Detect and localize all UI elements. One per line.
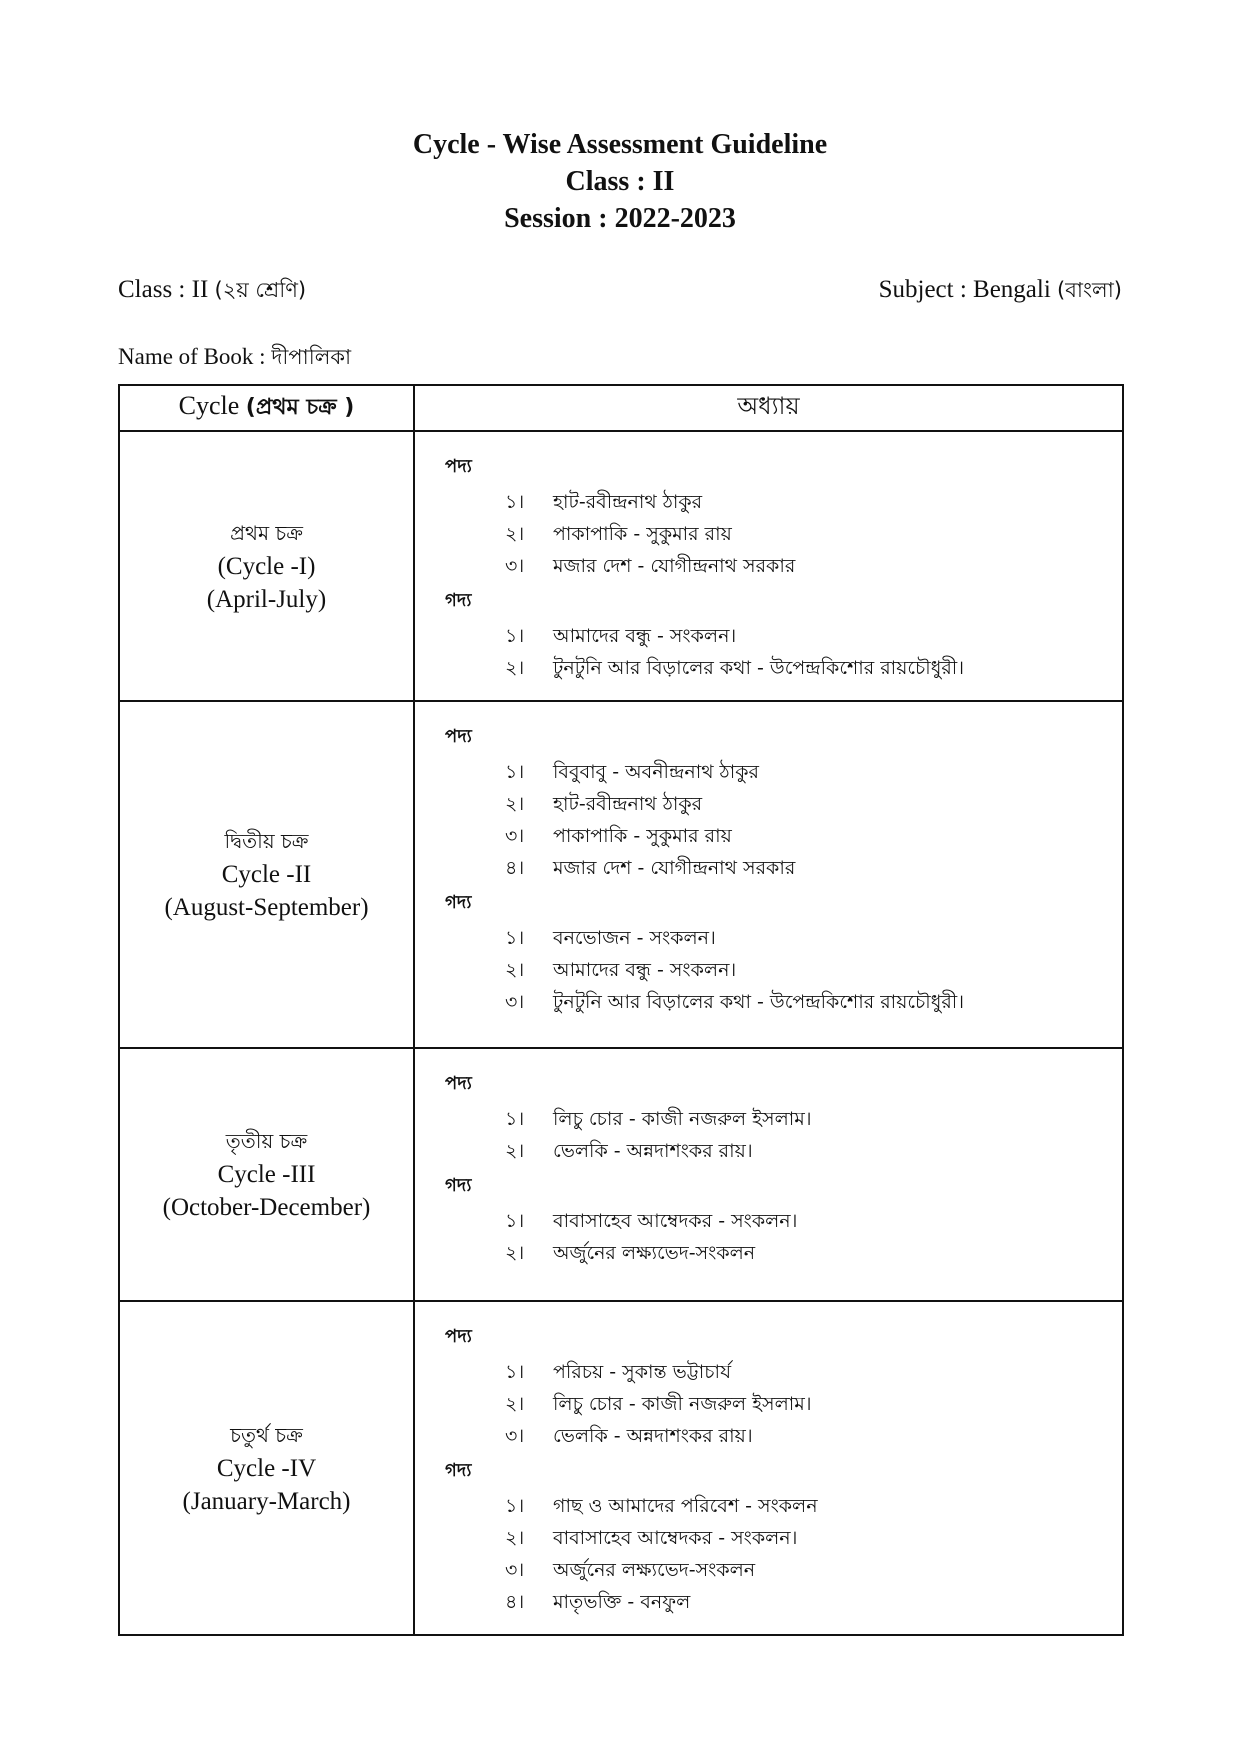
- poetry-label: পদ্য: [445, 456, 472, 477]
- item-text: মজার দেশ - যোগীন্দ্রনাথ সরকার: [553, 857, 796, 879]
- list-item: [505, 1554, 1122, 1586]
- list-item: [505, 954, 1122, 986]
- item-number: ১।: [505, 491, 525, 513]
- cycle-name-bn: চতুর্থ চক্র: [230, 1422, 303, 1447]
- subject-info: [879, 274, 1122, 309]
- item-number: ২।: [505, 1242, 525, 1264]
- class-heading: Class : II: [565, 166, 675, 197]
- list-item: [505, 852, 1122, 884]
- item-text: পাকাপাকি - সুকুমার রায়: [553, 523, 732, 545]
- list-item: [505, 922, 1122, 954]
- item-text: মাতৃভক্তি - বনফুল: [553, 1591, 691, 1613]
- table-header-row: [119, 385, 1123, 431]
- cycle-name-en: Cycle -II: [221, 861, 312, 888]
- list-item: [505, 1522, 1122, 1554]
- item-number: ১।: [505, 625, 525, 647]
- item-text: হাট-রবীন্দ্রনাথ ঠাকুর: [553, 491, 703, 513]
- item-text: পরিচয় - সুকান্ত ভট্টাচার্য: [553, 1361, 732, 1383]
- prose-list: [445, 922, 1122, 1018]
- item-number: ৪।: [505, 857, 525, 879]
- list-item: [505, 550, 1122, 582]
- prose-list: [445, 1490, 1122, 1618]
- list-item: [505, 788, 1122, 820]
- cycle-name-en: Cycle -IV: [216, 1454, 317, 1482]
- subject-bn: (বাংলা): [1057, 278, 1122, 302]
- item-number: ২।: [505, 657, 525, 679]
- cycle-column-header: Cycle (প্রথম চক্র ): [119, 385, 414, 431]
- syllabus-table: [118, 384, 1124, 1636]
- item-number: ১।: [505, 1210, 525, 1232]
- list-item: [505, 1237, 1122, 1269]
- poetry-list: [445, 486, 1122, 582]
- cycle-name-en: (Cycle -I): [217, 552, 316, 580]
- prose-label: গদ্য: [445, 1460, 472, 1481]
- prose-label: গদ্য: [445, 590, 472, 611]
- chapter-cell: [414, 701, 1123, 1048]
- item-text: আমাদের বন্ধু - সংকলন।: [553, 959, 737, 981]
- list-item: [505, 756, 1122, 788]
- item-number: ৩।: [505, 1559, 525, 1581]
- prose-list: [445, 1205, 1122, 1269]
- list-item: [505, 820, 1122, 852]
- cycle-name-en: Cycle -III: [217, 1161, 316, 1188]
- list-item: [505, 1388, 1122, 1420]
- cycle-cell: [119, 1048, 414, 1301]
- item-text: টুনটুনি আর বিড়ালের কথা - উপেন্দ্রকিশোর রায়চৌধুরী।: [553, 991, 965, 1013]
- item-text: আমাদের বন্ধু - সংকলন।: [553, 625, 737, 647]
- item-number: ২।: [505, 1527, 525, 1549]
- cycle-name-bn: দ্বিতীয় চক্র: [224, 829, 309, 853]
- list-item: [505, 652, 1122, 684]
- poetry-list: [445, 1103, 1122, 1167]
- document-header: [0, 126, 1240, 237]
- chapter-column-header: অধ্যায়: [414, 385, 1123, 431]
- item-text: অর্জুনের লক্ষ্যভেদ-সংকলন: [553, 1559, 756, 1581]
- item-text: মজার দেশ - যোগীন্দ্রনাথ সরকার: [553, 555, 796, 577]
- poetry-label: পদ্য: [445, 1326, 472, 1347]
- item-text: গাছ ও আমাদের পরিবেশ - সংকলন: [553, 1495, 818, 1517]
- item-number: ৩।: [505, 991, 525, 1013]
- item-text: অর্জুনের লক্ষ্যভেদ-সংকলন: [553, 1242, 756, 1264]
- list-item: [505, 1490, 1122, 1522]
- chapter-cell: [414, 1048, 1123, 1301]
- list-item: [505, 1103, 1122, 1135]
- list-item: [505, 1135, 1122, 1167]
- table-row: [119, 1301, 1123, 1635]
- cycle-name-bn: প্রথম চক্র: [230, 520, 303, 545]
- cycle-period: (August-September): [164, 894, 369, 921]
- table-row: [119, 701, 1123, 1048]
- list-item: [505, 486, 1122, 518]
- item-number: ১।: [505, 1108, 525, 1130]
- item-number: ২।: [505, 523, 525, 545]
- book-label: Name of Book :: [118, 344, 266, 369]
- item-number: ২।: [505, 1140, 525, 1162]
- poetry-label: পদ্য: [445, 1073, 472, 1094]
- prose-label: গদ্য: [445, 892, 472, 913]
- chapter-cell: [414, 431, 1123, 701]
- item-text: বিবুবাবু - অবনীন্দ্রনাথ ঠাকুর: [553, 761, 759, 783]
- item-text: বাবাসাহেব আম্বেদকর - সংকলন।: [553, 1210, 798, 1232]
- item-text: ভেলকি - অন্নদাশংকর রায়।: [553, 1140, 753, 1162]
- item-number: ৩।: [505, 1425, 525, 1447]
- item-text: ভেলকি - অন্নদাশংকর রায়।: [553, 1425, 753, 1447]
- table-row: [119, 1048, 1123, 1301]
- item-text: বাবাসাহেব আম্বেদকর - সংকলন।: [553, 1527, 798, 1549]
- item-text: লিচু চোর - কাজী নজরুল ইসলাম।: [553, 1108, 812, 1130]
- poetry-label: পদ্য: [445, 726, 472, 747]
- cycle-period: (October-December): [162, 1194, 371, 1221]
- cycle-period: (April-July): [206, 585, 327, 613]
- subject-label: Subject : Bengali: [878, 276, 1051, 303]
- item-number: ৪।: [505, 1591, 525, 1613]
- item-number: ১।: [505, 761, 525, 783]
- chapter-cell: [414, 1301, 1123, 1635]
- class-info: [118, 274, 306, 309]
- list-item: [505, 620, 1122, 652]
- book-name: দীপালিকা: [271, 345, 352, 369]
- table-row: [119, 431, 1123, 701]
- list-item: [505, 1586, 1122, 1618]
- cycle-cell: [119, 431, 414, 701]
- list-item: [505, 1205, 1122, 1237]
- item-number: ৩।: [505, 555, 525, 577]
- item-number: ৩।: [505, 825, 525, 847]
- document-title: Cycle - Wise Assessment Guideline: [412, 129, 828, 160]
- list-item: [505, 518, 1122, 550]
- item-text: লিচু চোর - কাজী নজরুল ইসলাম।: [553, 1393, 812, 1415]
- item-text: হাট-রবীন্দ্রনাথ ঠাকুর: [553, 793, 703, 815]
- item-number: ২।: [505, 793, 525, 815]
- cycle-cell: [119, 701, 414, 1048]
- item-number: ১।: [505, 927, 525, 949]
- cycle-name-bn: তৃতীয় চক্র: [225, 1129, 308, 1153]
- book-info: [118, 341, 351, 376]
- session-heading: Session : 2022-2023: [504, 203, 736, 234]
- prose-label: গদ্য: [445, 1175, 472, 1196]
- list-item: [505, 986, 1122, 1018]
- item-number: ২।: [505, 959, 525, 981]
- item-text: টুনটুনি আর বিড়ালের কথা - উপেন্দ্রকিশোর রায়চৌধুরী।: [553, 657, 965, 679]
- poetry-list: [445, 1356, 1122, 1452]
- class-label: Class : II: [118, 276, 209, 303]
- list-item: [505, 1356, 1122, 1388]
- item-text: বনভোজন - সংকলন।: [553, 927, 716, 949]
- cycle-period: (January-March): [182, 1487, 351, 1515]
- cycle-cell: [119, 1301, 414, 1635]
- item-number: ২।: [505, 1393, 525, 1415]
- item-number: ১।: [505, 1361, 525, 1383]
- item-number: ১।: [505, 1495, 525, 1517]
- list-item: [505, 1420, 1122, 1452]
- prose-list: [445, 620, 1122, 684]
- poetry-list: [445, 756, 1122, 884]
- class-bn: (২য় শ্রেণি): [214, 278, 307, 302]
- item-text: পাকাপাকি - সুকুমার রায়: [553, 825, 732, 847]
